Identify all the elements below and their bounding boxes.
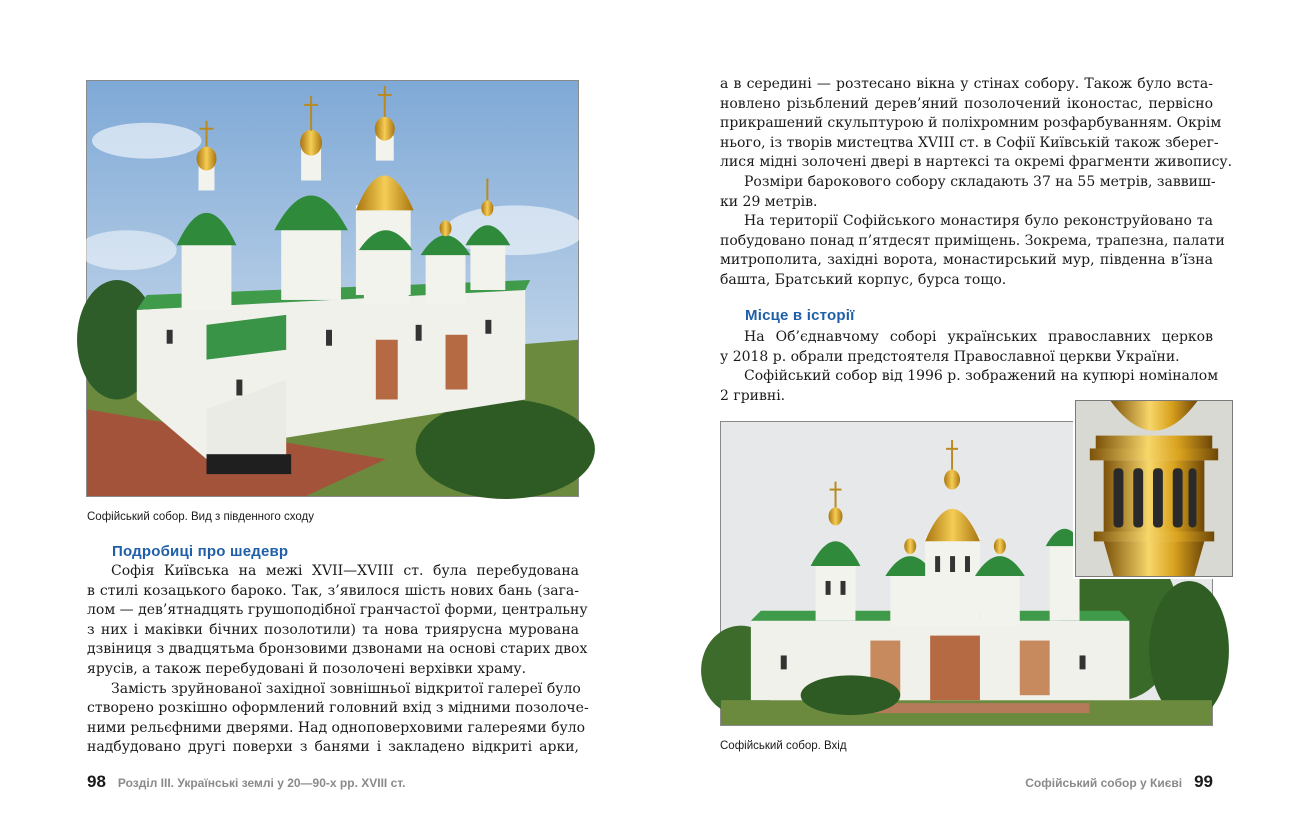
text-line: ки 29 метрів. [720, 193, 818, 210]
text-line: башта, Братський корпус, бурса тощо. [720, 271, 1007, 288]
section-heading-place-in-history: Місце в історії [745, 307, 855, 324]
footer-left [87, 772, 405, 792]
page-number-left: 98 [87, 772, 106, 791]
text-line: надбудовано другі поверхи з банями і закладено відкриті арки, [87, 739, 579, 756]
photo-caption-right: Софійський собор. Вхід [720, 740, 847, 752]
text-line: створено розкішно оформлений головний вхід з мідними позолоче- [87, 700, 589, 717]
paragraph [720, 173, 1216, 212]
text-line: ярусів, а також перебудовані й позолочені верхівки храму. [87, 660, 527, 677]
right-page-text-mid [720, 328, 1219, 406]
paragraph [720, 75, 1233, 173]
paragraph [720, 212, 1225, 290]
running-title-right: Софійський собор у Києві [1025, 776, 1183, 790]
text-line: Розміри барокового собору складають 37 на 55 метрів, заввиш- [744, 173, 1216, 190]
photo-caption-left: Софійський собор. Вид з південного сходу [87, 511, 314, 523]
text-line: ними рельєфними дверями. Над одноповерховими галереями було [87, 719, 586, 736]
text-line: На території Софійського монастиря було реконструйовано та [744, 213, 1213, 230]
text-line: лом — дев’ятнадцять грушоподібної гранчастої форми, центральну [87, 602, 588, 619]
text-line: Софійський собор від 1996 р. зображений на купюрі номіналом [744, 368, 1219, 385]
right-page-text-top [720, 75, 1233, 291]
text-line: в стилі козацького бароко. Так, з’явилося шість нових бань (зага- [87, 582, 579, 599]
text-line: Замість зруйнованої західної зовнішньої відкритої галереї було [111, 680, 581, 697]
text-line: з них і маківки бічних позолотили) та нова триярусна мурована [87, 621, 579, 638]
text-line: На Об’єднавчому соборі українських православних церков [744, 329, 1213, 345]
paragraph [87, 562, 588, 680]
text-line: дзвіниця з двадцятьма бронзовими дзвонами на основі старих двох [87, 641, 588, 658]
left-page-text [87, 562, 589, 758]
paragraph [720, 328, 1213, 367]
text-line: Софія Київська на межі XVII—XVIII ст. була перебудована [111, 563, 579, 579]
text-line: новлено різьблений дерев’яний позолочений іконостас, первісно [720, 95, 1213, 112]
text-line: лися мідні золочені двері в нартексі та окремі фрагменти живопису. [720, 154, 1233, 171]
running-title-left: Розділ ІІІ. Українські землі у 20—90-х рр. XVIII ст. [117, 776, 406, 790]
gilded-cupola-closeup-photo [1075, 400, 1233, 577]
text-line: 2 гривні. [720, 387, 786, 404]
paragraph [87, 680, 589, 758]
footer-right [1025, 772, 1213, 792]
page-number-right: 99 [1194, 772, 1213, 791]
text-line: побудовано понад п’ятдесят приміщень. Зокрема, трапезна, палати [720, 232, 1225, 249]
text-line: митрополита, західні ворота, монастирський мур, південна в’їзна [720, 252, 1213, 269]
text-line: а в середині — розтесано вікна у стінах собору. Також було вста- [720, 76, 1213, 92]
section-heading-details: Подробиці про шедевр [112, 543, 289, 560]
cathedral-southeast-photo [86, 80, 579, 497]
text-line: прикрашений скульптурою й поліхромним розфарбуванням. Окрім [720, 115, 1222, 132]
text-line: нього, із творів мистецтва XVIII ст. в Софії Київській також зберег- [720, 134, 1219, 151]
text-line: у 2018 р. обрали предстоятеля Православної церкви України. [720, 348, 1180, 365]
